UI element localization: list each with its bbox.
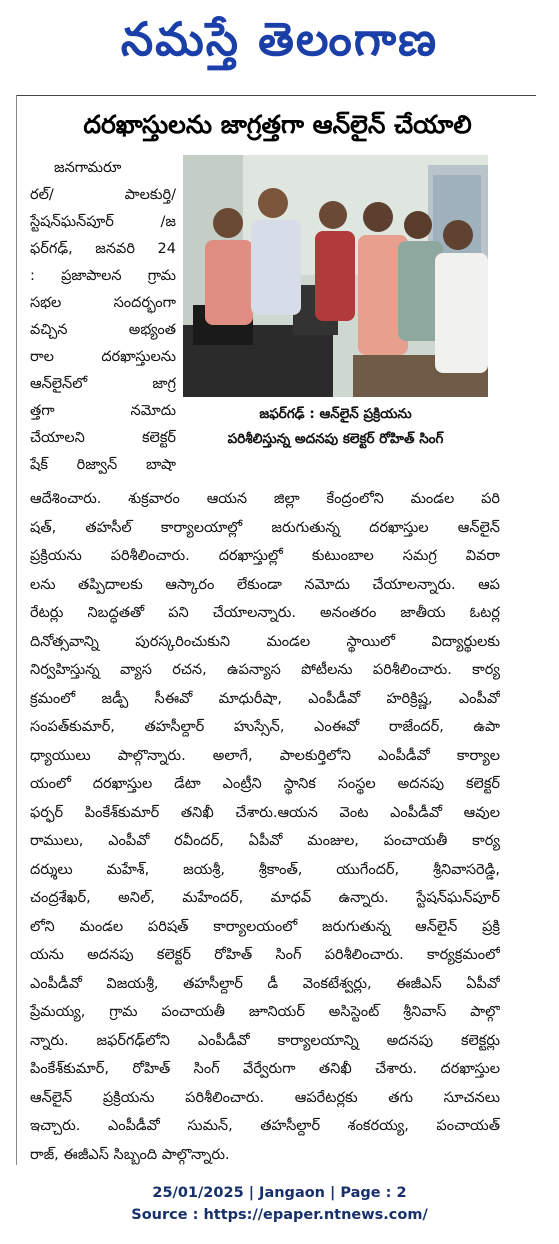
body-line: క్రమంలో జడ్పీ సీఈవో మాధురీషా, ఎంపీడీవో హరిక్రిష్ణ, ఎంపీవో: [30, 690, 500, 707]
footer-date-edition: 25/01/2025 | Jangaon | Page : 2: [152, 1185, 407, 1201]
intro-line: సభల సందర్భంగా: [30, 295, 176, 311]
body-line: ప్రేమయ్య, గ్రామ పంచాయతీ జూనియర్ అసిస్టెంట్ శ్రీనివాస్ పాల్గొ: [30, 1004, 500, 1020]
divider-left: [16, 95, 17, 1165]
intro-line: షేక్ రిజ్వాన్ బాషా: [30, 457, 176, 473]
body-line: దినోత్సవాన్ని పురస్కరించుకుని మండల స్థాయిలో విద్యార్థులకు: [30, 633, 500, 650]
body-line: ఫర్ఫర్ పింకేశ్‌కుమార్ తనిఖీ చేశారు.ఆయన వెంట ఎంపీడీవో ఆవుల: [30, 804, 500, 821]
body-line: ధ్యాయులు పాల్గొన్నారు. అలాగే, పాలకుర్తిలోని ఎంపీడీవో కార్యాల: [30, 747, 500, 764]
intro-line: రల్/ పాలకుర్తి/: [30, 187, 176, 203]
intro-line: : ప్రజాపాలన గ్రామ: [30, 268, 176, 284]
divider-top: [16, 95, 536, 96]
intro-line: వచ్చిన అభ్యంత: [30, 322, 176, 338]
article-intro: [30, 155, 176, 479]
body-line: ఆన్‌లైన్ ప్రక్రియను పరిశీలించారు. ఆపరేటర్లకు తగు సూచనలు: [30, 1089, 500, 1106]
intro-line: ఫర్‌గఢ్, జనవరి 24: [30, 241, 176, 257]
body-line: చంద్రశేఖర్, అనిల్, మహేందర్, మాధవ్ ఉన్నారు. స్టేషన్‌ఘన్‌పూర్: [30, 890, 500, 906]
body-line: ప్రక్రియను పరిశీలించారు. దరఖాస్తుల్లో కుటుంబాల సమగ్ర వివరా: [30, 548, 500, 564]
caption-line: జఫర్‌గఢ్ : ఆన్‌లైన్ ప్రక్రియను: [259, 406, 412, 422]
masthead-title: నమస్తే తెలంగాణ: [120, 12, 439, 66]
body-line: ఇచ్చారు. ఎంపీడీవో సుమన్, తహసీల్దార్ శంకరయ్య, పంచాయత్: [30, 1118, 500, 1134]
body-line: నిర్వహిస్తున్న వ్యాస రచన, ఉపన్యాస పోటీలను పరిశీలించారు. కార్య: [30, 662, 500, 678]
body-line: పింకేశ్‌కుమార్, రోహిత్ సింగ్ వేర్వేరుగా తనిఖీ చేశారు. దరఖాస్తుల: [30, 1061, 500, 1077]
intro-line: స్టేషన్‌ఘన్‌పూర్ /జ: [30, 214, 176, 230]
body-line: లోని మండల పరిషత్ కార్యాలయంలో జరుగుతున్న ఆన్‌లైన్ ప్రక్రి: [30, 918, 500, 935]
body-line: రాజ్, ఈజీఎస్ సిబ్బంది పాల్గొన్నారు.: [30, 1146, 230, 1163]
body-line: సంపత్‌కుమార్, తహసీల్దార్ హుస్సేన్, ఎంఈవో రాజేందర్, ఉపా: [30, 719, 500, 735]
body-line: యంలో దరఖాస్తుల డేటా ఎంట్రీని స్థానిక సంస్థల అదనపు కలెక్టర్: [30, 776, 500, 792]
body-line: షత్, తహసీల్ కార్యాలయాల్లో జరుగుతున్న దరఖాస్తుల ఆన్‌లైన్: [30, 519, 500, 536]
newspaper-masthead: [0, 0, 559, 78]
intro-line: జనగామరూ: [54, 160, 122, 176]
footer-source-link[interactable]: Source : https://epaper.ntnews.com/: [131, 1207, 428, 1223]
article-body: [30, 485, 500, 1169]
intro-line: త్తగా నమోదు: [30, 403, 176, 419]
body-line: లను తప్పిదాలకు ఆస్కారం లేకుండా నమోదు చేయాలన్నారు. ఆప: [30, 576, 500, 593]
news-photo: [183, 155, 488, 397]
body-line: ఎంపీడీవో విజయశ్రీ, తహసీల్దార్ డీ వెంకటేశ్వర్లు, ఈజీఎస్ ఏపీవో: [30, 975, 500, 992]
body-line: యను అదనపు కలెక్టర్ రోహిత్ సింగ్ పరిశీలించారు. కార్యక్రమంలో: [30, 947, 500, 963]
intro-line: ఆన్‌లైన్‌లో జాగ్ర: [30, 376, 176, 392]
body-line: రేటర్లు నిబద్ధతతో పని చేయాలన్నారు. అనంతరం జాతీయ ఓటర్ల: [30, 605, 500, 621]
source-footer: [0, 1182, 559, 1226]
body-line: ఆదేశించారు. శుక్రవారం ఆయన జిల్లా కేంద్రంలోని మండల పరి: [30, 491, 500, 507]
photo-caption: [183, 402, 488, 452]
body-line: దర్శులు మహేశ్, జయశ్రీ, శ్రీకాంత్, యుగేందర్, శ్రీనివాసరెడ్డి,: [30, 861, 500, 878]
article-headline: దరఖాస్తులను జాగ్రత్తగా ఆన్‌లైన్ చేయాలి: [83, 110, 472, 139]
caption-line: పరిశీలిస్తున్న అదనపు కలెక్టర్ రోహిత్ సింగ్: [227, 431, 444, 447]
body-line: న్నారు. జఫర్‌గఢ్‌లోని ఎంపీడీవో కార్యాలయాన్ని అదనపు కలెక్టర్లు: [30, 1032, 500, 1049]
intro-line: రాల దరఖాస్తులను: [30, 349, 176, 365]
intro-line: చేయాలని కలెక్టర్: [30, 430, 176, 446]
body-line: రాములు, ఎంపీవో రవీందర్, ఏపీవో మంజుల, పంచాయతీ కార్య: [30, 833, 500, 849]
